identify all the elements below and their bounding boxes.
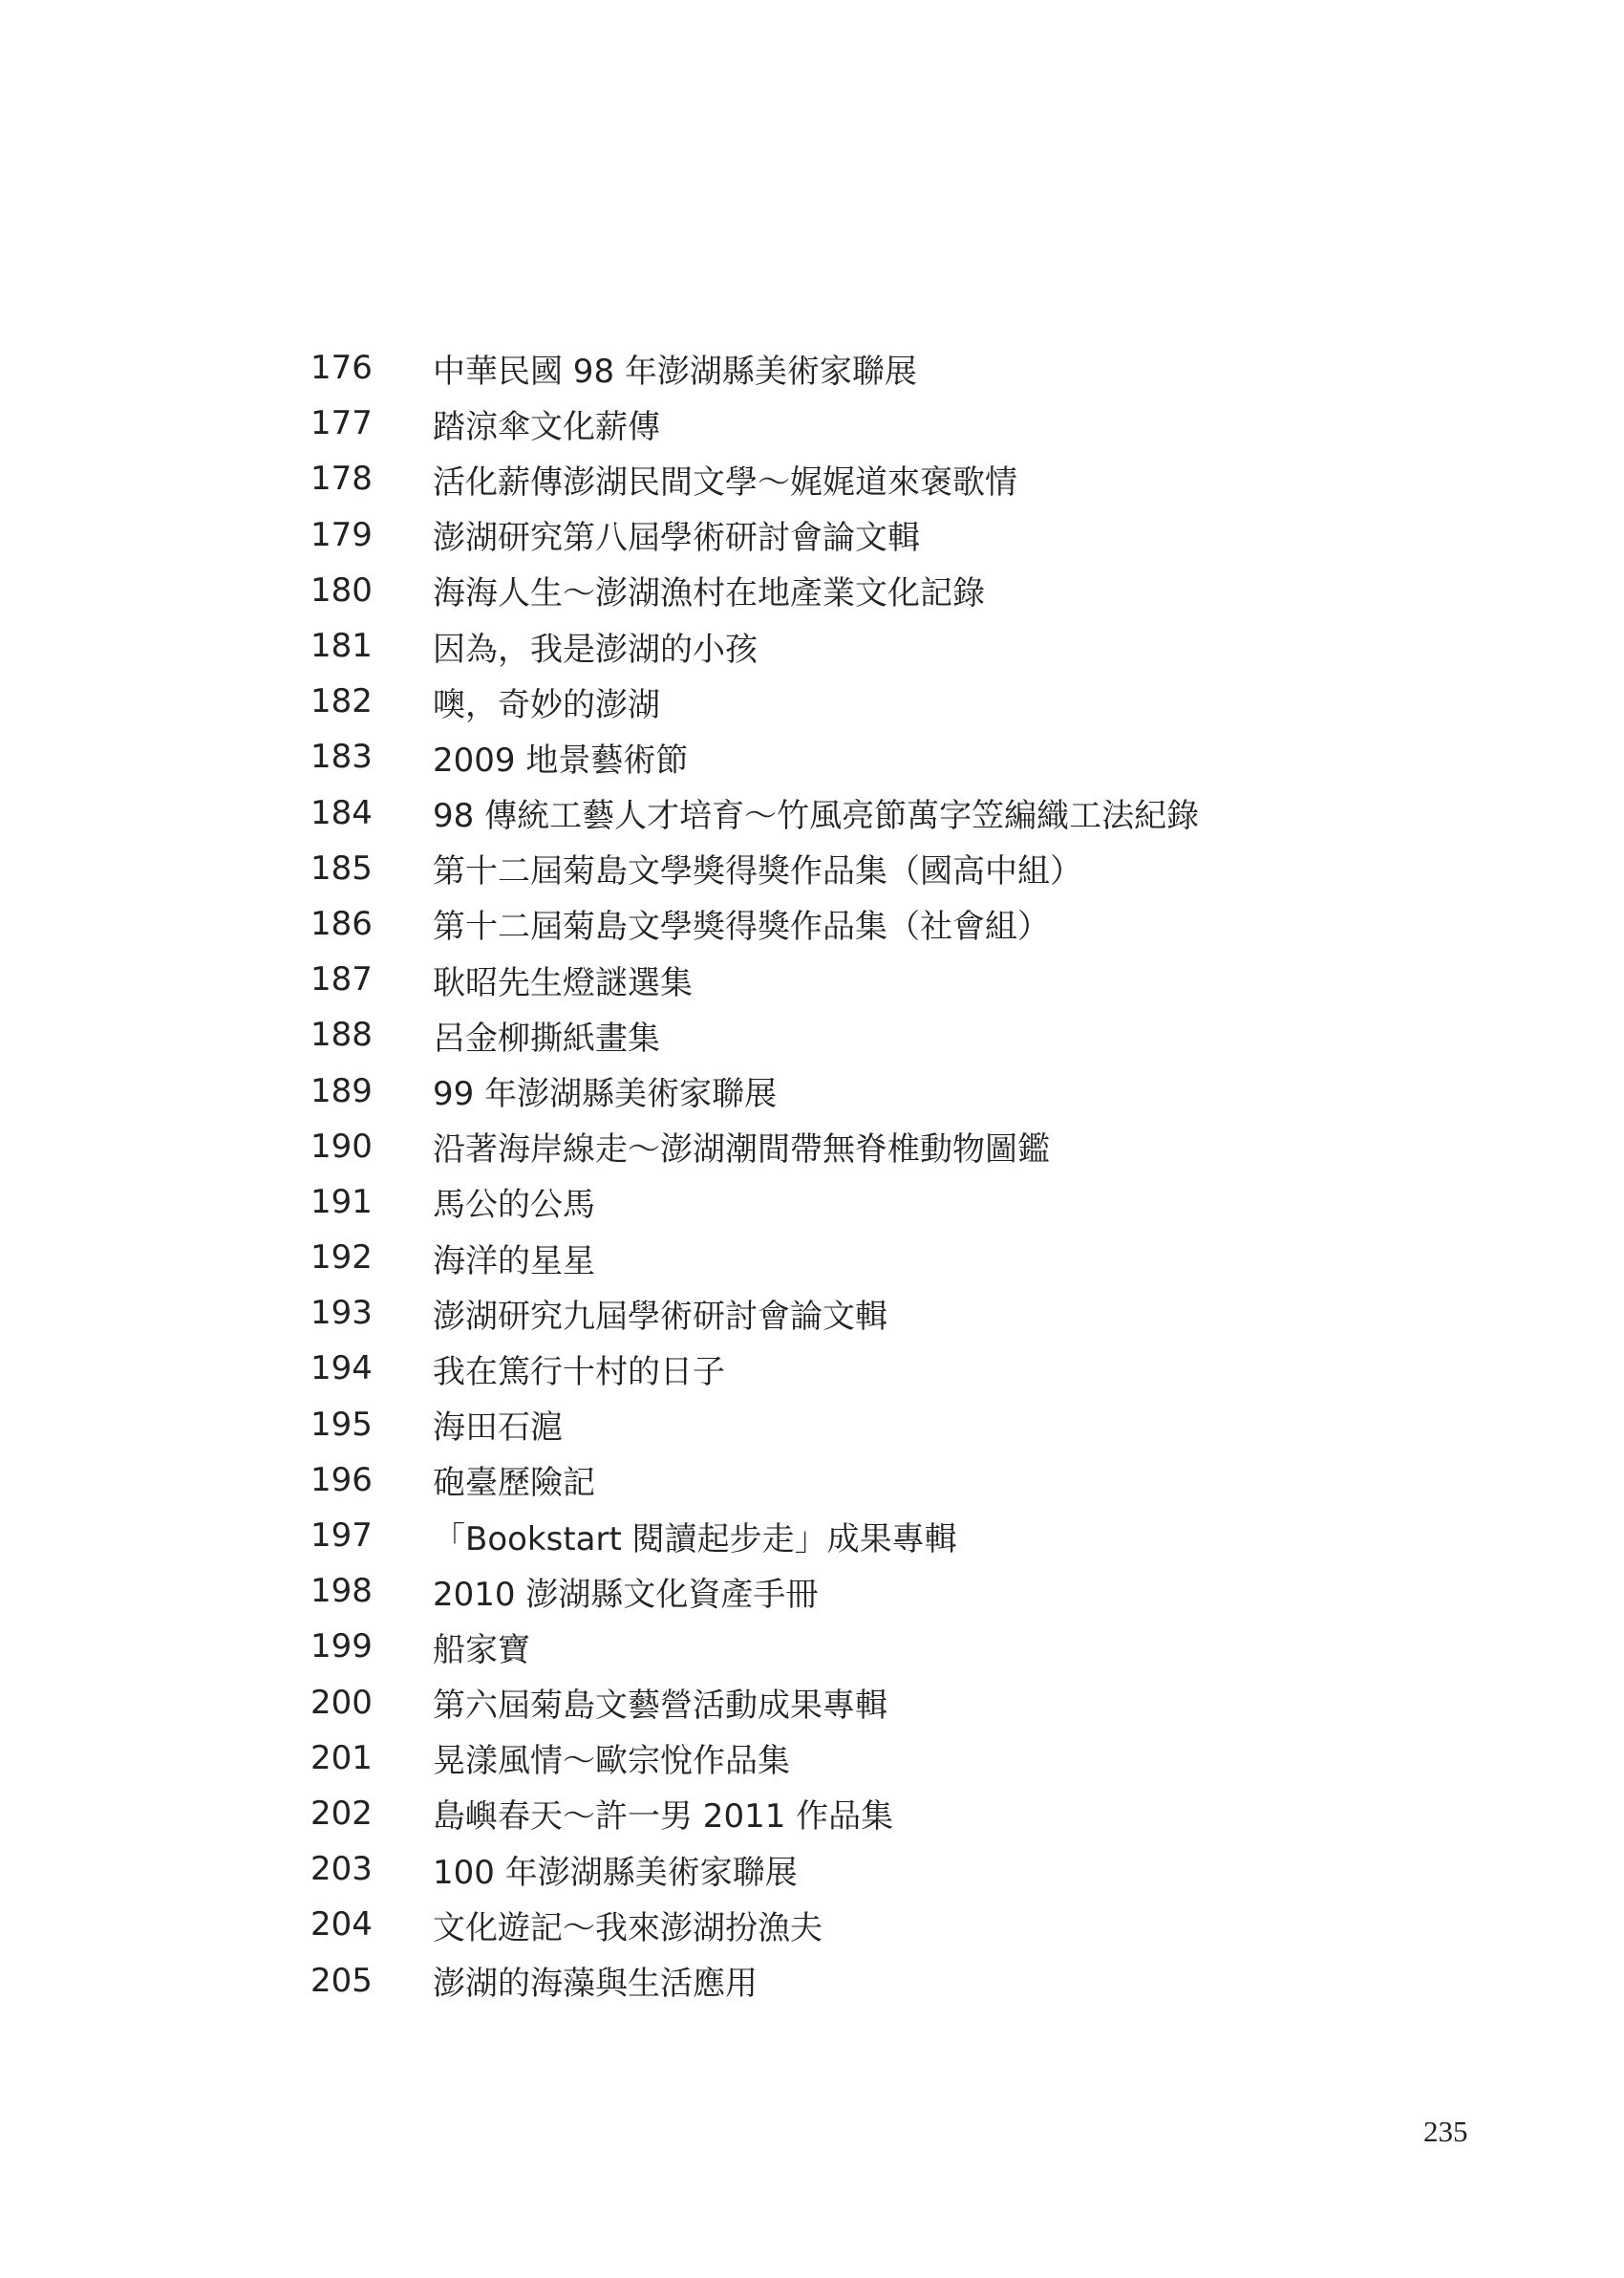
list-item <box>310 1341 1361 1396</box>
entry-number: 199 <box>310 1627 373 1666</box>
entry-number: 180 <box>310 570 373 610</box>
entry-title: 因為，我是澎湖的小孩 <box>433 630 758 669</box>
entry-number: 190 <box>310 1127 373 1166</box>
entry-title: 海洋的星星 <box>433 1241 595 1280</box>
entry-number: 188 <box>310 1016 373 1055</box>
list-item <box>310 1285 1361 1341</box>
entry-title: 98 傳統工藝人才培育～竹風亮節萬字笠編織工法紀錄 <box>433 797 1200 836</box>
entry-title: 島嶼春天～許一男 2011 作品集 <box>433 1797 894 1837</box>
list-item <box>310 618 1361 674</box>
entry-number: 184 <box>310 793 373 832</box>
entry-title: 99 年澎湖縣美術家聯展 <box>433 1075 778 1114</box>
entry-number: 193 <box>310 1294 373 1333</box>
entry-number: 191 <box>310 1182 373 1221</box>
entry-number: 185 <box>310 849 373 888</box>
list-item <box>310 1063 1361 1118</box>
entry-number: 195 <box>310 1405 373 1444</box>
entry-title: 沿著海岸線走～澎湖潮間帶無脊椎動物圖鑑 <box>433 1130 1050 1170</box>
list-item <box>310 1563 1361 1619</box>
entry-title: 澎湖研究第八屆學術研討會論文輯 <box>433 519 920 558</box>
entry-number: 182 <box>310 682 373 721</box>
entry-title: 第十二屆菊島文學獎得獎作品集（國高中組） <box>433 852 1082 892</box>
entry-title: 耿昭先生燈謎選集 <box>433 963 693 1002</box>
entry-title: 第六屆菊島文藝營活動成果專輯 <box>433 1687 887 1726</box>
entry-number: 192 <box>310 1238 373 1278</box>
list-item <box>310 563 1361 618</box>
entry-title: 噢，奇妙的澎湖 <box>433 685 660 724</box>
list-item <box>310 1675 1361 1730</box>
entry-title: 砲臺歷險記 <box>433 1464 595 1503</box>
entry-title: 晃漾風情～歐宗悅作品集 <box>433 1742 790 1781</box>
entry-title: 我在篤行十村的日子 <box>433 1352 725 1391</box>
entry-number: 189 <box>310 1071 373 1110</box>
list-item <box>310 896 1361 952</box>
entry-number: 205 <box>310 1961 373 2000</box>
list-item <box>310 1897 1361 1952</box>
list-item <box>310 1619 1361 1674</box>
list-item <box>310 1119 1361 1174</box>
entry-title: 海田石滬 <box>433 1408 563 1448</box>
list-item <box>310 1452 1361 1508</box>
list-item <box>310 729 1361 784</box>
list-item <box>310 340 1361 396</box>
entry-number: 198 <box>310 1572 373 1611</box>
list-item <box>310 1230 1361 1285</box>
entry-title: 海海人生～澎湖漁村在地產業文化記錄 <box>433 574 985 613</box>
entry-title: 船家寶 <box>433 1630 530 1669</box>
entry-number: 194 <box>310 1349 373 1388</box>
list-item <box>310 785 1361 841</box>
list-item <box>310 1508 1361 1563</box>
entry-title: 第十二屆菊島文學獎得獎作品集（社會組） <box>433 908 1050 947</box>
entry-title: 澎湖研究九屆學術研討會論文輯 <box>433 1297 887 1336</box>
entry-title: 呂金柳撕紙畫集 <box>433 1019 660 1058</box>
entry-number: 196 <box>310 1460 373 1499</box>
entry-number: 200 <box>310 1683 373 1722</box>
entry-number: 179 <box>310 515 373 554</box>
list-item <box>310 952 1361 1007</box>
entry-number: 201 <box>310 1738 373 1777</box>
entry-number: 177 <box>310 404 373 443</box>
entry-number: 186 <box>310 904 373 943</box>
entry-number: 203 <box>310 1850 373 1889</box>
entry-title: 馬公的公馬 <box>433 1186 595 1225</box>
list-item <box>310 451 1361 506</box>
list-item <box>310 507 1361 563</box>
list-item <box>310 1397 1361 1452</box>
entry-number: 178 <box>310 460 373 499</box>
entry-title: 踏涼傘文化薪傳 <box>433 407 660 446</box>
entry-title: 活化薪傳澎湖民間文學～娓娓道來褒歌情 <box>433 462 1017 502</box>
page-number: 235 <box>1423 2115 1468 2148</box>
entry-title: 文化遊記～我來澎湖扮漁夫 <box>433 1908 823 1947</box>
list-item <box>310 396 1361 451</box>
entry-number: 204 <box>310 1905 373 1945</box>
list-item <box>310 1174 1361 1230</box>
entry-title: 中華民國 98 年澎湖縣美術家聯展 <box>433 352 917 391</box>
entry-title: 2009 地景藝術節 <box>433 741 689 780</box>
entry-number: 183 <box>310 738 373 777</box>
list-item <box>310 1730 1361 1786</box>
entry-title: 「Bookstart 閱讀起步走」成果專輯 <box>433 1519 957 1558</box>
list-item <box>310 1841 1361 1897</box>
list-item <box>310 1952 1361 2008</box>
entry-number: 176 <box>310 349 373 388</box>
list-item <box>310 1786 1361 1841</box>
publication-list <box>310 340 1361 2009</box>
entry-title: 100 年澎湖縣美術家聯展 <box>433 1853 798 1892</box>
list-item <box>310 841 1361 896</box>
entry-number: 197 <box>310 1516 373 1556</box>
entry-title: 2010 澎湖縣文化資產手冊 <box>433 1575 819 1614</box>
list-item <box>310 1007 1361 1063</box>
list-item <box>310 674 1361 729</box>
entry-number: 181 <box>310 627 373 666</box>
entry-title: 澎湖的海藻與生活應用 <box>433 1965 758 2004</box>
entry-number: 187 <box>310 960 373 999</box>
entry-number: 202 <box>310 1794 373 1833</box>
